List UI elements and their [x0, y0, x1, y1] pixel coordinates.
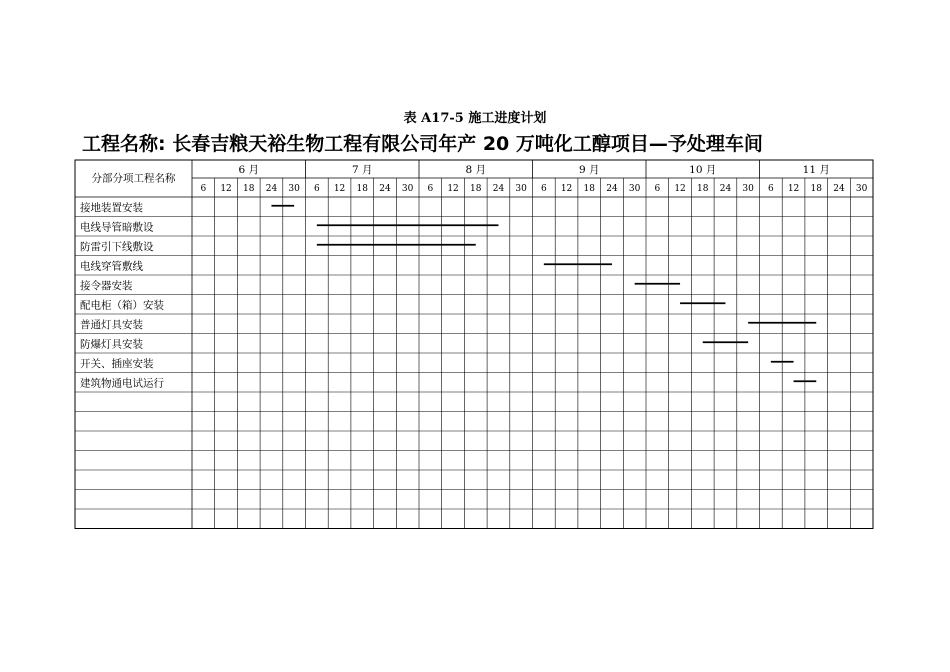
month-label: 8 月 — [465, 164, 487, 176]
month-label: 9 月 — [578, 164, 600, 176]
task-name: 电线穿管敷线 — [80, 260, 143, 273]
day-label: 18 — [356, 184, 368, 194]
day-label: 30 — [515, 184, 527, 194]
day-label: 6 — [654, 184, 661, 194]
day-label: 24 — [606, 184, 618, 194]
day-label: 30 — [742, 184, 754, 194]
day-label: 18 — [470, 184, 482, 194]
task-name: 开关、插座安装 — [80, 357, 154, 370]
day-label: 30 — [288, 184, 300, 194]
day-label: 24 — [379, 184, 391, 194]
day-label: 12 — [674, 184, 686, 194]
task-name: 接令器安装 — [80, 279, 133, 292]
day-label: 30 — [628, 184, 641, 194]
month-label: 10 月 — [689, 164, 717, 176]
day-label: 30 — [855, 184, 868, 194]
day-label: 12 — [447, 184, 459, 194]
month-label: 11 月 — [802, 164, 830, 176]
table-border — [75, 160, 873, 529]
day-label: 12 — [220, 184, 232, 194]
task-name: 普通灯具安装 — [80, 318, 143, 331]
day-label: 12 — [787, 184, 800, 194]
day-label: 24 — [833, 184, 845, 194]
day-label: 24 — [492, 184, 505, 194]
day-label: 18 — [243, 184, 255, 194]
day-label: 18 — [583, 184, 595, 194]
task-name: 接地装置安装 — [80, 201, 143, 214]
month-label: 7 月 — [351, 164, 373, 176]
day-label: 18 — [810, 184, 822, 194]
day-label: 12 — [333, 184, 346, 194]
day-label: 6 — [427, 184, 434, 194]
project-title: 工程名称: 长春吉粮天裕生物工程有限公司年产 20 万吨化工醇项目—予处理车间 — [82, 133, 763, 155]
day-label: 24 — [265, 184, 278, 194]
month-label: 6 月 — [238, 164, 260, 176]
task-name: 建筑物通电试运行 — [80, 377, 164, 390]
day-label: 30 — [401, 184, 414, 194]
task-name: 防爆灯具安装 — [80, 338, 143, 351]
day-label: 12 — [560, 184, 573, 194]
document-heading: 表 A17-5 施工进度计划 — [403, 111, 547, 126]
day-label: 6 — [767, 184, 774, 194]
task-name: 电线导管暗敷设 — [80, 221, 154, 234]
header-task-name: 分部分项工程名称 — [91, 172, 176, 185]
task-name: 配电柜（箱）安装 — [80, 299, 164, 312]
day-label: 6 — [540, 184, 547, 194]
day-label: 6 — [313, 184, 320, 194]
task-name: 防雷引下线敷设 — [80, 240, 154, 253]
day-label: 24 — [719, 184, 732, 194]
day-label: 18 — [697, 184, 709, 194]
day-label: 6 — [200, 184, 207, 194]
